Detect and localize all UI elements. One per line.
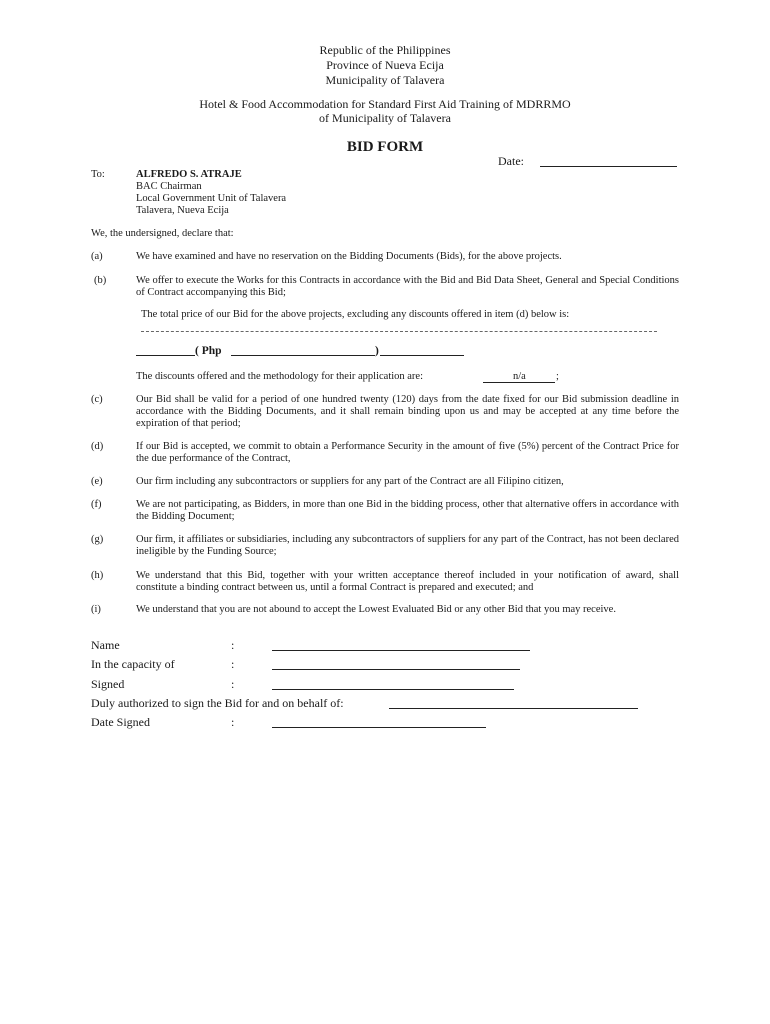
- page-title: BID FORM: [346, 139, 424, 155]
- authorized-field-line[interactable]: [389, 708, 638, 709]
- php-label: ( Php: [195, 345, 222, 357]
- discounts-value: n/a: [513, 371, 526, 382]
- discounts-end: ;: [556, 371, 559, 382]
- name-field-line[interactable]: [272, 650, 530, 651]
- capacity-field-line[interactable]: [272, 669, 520, 670]
- name-label: Name: [91, 638, 120, 652]
- recipient-office: Local Government Unit of Talavera: [136, 193, 287, 204]
- project-title-line1: Hotel & Food Accommodation for Standard First Aid Training of MDRRMO: [199, 97, 571, 111]
- item-c-text: Our Bid shall be valid for a period of one hundred twenty (120) days from the date fixed for our Bid submission deadline in accordance with the Bidding Documents, and it shall remain binding upon us and may be accepted at any time before the expiration of that period;: [136, 394, 679, 429]
- recipient-position: BAC Chairman: [136, 181, 202, 192]
- date-signed-label: Date Signed: [91, 715, 150, 729]
- capacity-label: In the capacity of: [91, 657, 175, 671]
- item-e-text: Our firm including any subcontractors or suppliers for any part of the Contract are all Filipino citizen,: [136, 476, 564, 487]
- item-d-letter: (d): [91, 441, 104, 452]
- to-label: To:: [91, 169, 105, 180]
- signed-label: Signed: [91, 677, 125, 691]
- item-b-text: We offer to execute the Works for this Contracts in accordance with the Bid and Bid Data Sheet, General and Special Conditions of Contract accompanying this Bid;: [136, 275, 679, 298]
- item-f-letter: (f): [91, 499, 102, 510]
- project-title-line2: of Municipality of Talavera: [319, 111, 451, 125]
- item-h-text: We understand that this Bid, together with your written acceptance thereof included in your notification of award, shall constitute a binding contract between us, until a formal Contract is prepared and executed; and: [136, 570, 679, 593]
- item-g-text: Our firm, it affiliates or subsidiaries, including any subcontractors of suppliers for any part of the Contract, has not been declared ineligible by the Funding Source;: [136, 534, 679, 557]
- item-c-letter: (c): [91, 394, 103, 405]
- item-a-text: We have examined and have no reservation on the Bidding Documents (Bids), for the above projects.: [136, 251, 562, 262]
- header-republic: Republic of the Philippines: [319, 43, 451, 57]
- item-i-text: We understand that you are not abound to accept the Lowest Evaluated Bid or any other Bid that you may receive.: [136, 604, 616, 615]
- date-field-line[interactable]: [540, 166, 677, 167]
- php-trailing-line: [380, 355, 464, 356]
- date-signed-field-line[interactable]: [272, 727, 486, 728]
- amount-words-line[interactable]: [136, 355, 195, 356]
- item-i-letter: (i): [91, 604, 101, 615]
- recipient-address: Talavera, Nueva Ecija: [136, 205, 229, 216]
- capacity-colon: :: [231, 657, 235, 671]
- php-close: ): [375, 345, 379, 357]
- date-signed-colon: :: [231, 715, 235, 729]
- name-colon: :: [231, 638, 235, 652]
- item-e-letter: (e): [91, 476, 103, 487]
- date-label: Date:: [498, 154, 524, 168]
- item-b-letter: (b): [94, 275, 107, 286]
- signed-field-line[interactable]: [272, 689, 514, 690]
- php-amount-line[interactable]: [231, 355, 375, 356]
- signed-colon: :: [231, 677, 235, 691]
- item-g-letter: (g): [91, 534, 104, 545]
- recipient-name: ALFREDO S. ATRAJE: [136, 169, 242, 180]
- header-province: Province of Nueva Ecija: [326, 58, 444, 72]
- item-a-letter: (a): [91, 251, 103, 262]
- item-d-text: If our Bid is accepted, we commit to obtain a Performance Security in the amount of five (5%) percent of the Contract Price for the due performance of the Contract,: [136, 441, 679, 464]
- item-f-text: We are not participating, as Bidders, in more than one Bid in the bidding process, other that alternative offers in accordance with the Bidding Document;: [136, 499, 679, 522]
- header-municipality: Municipality of Talavera: [325, 73, 445, 87]
- total-price-words-line[interactable]: [141, 331, 657, 332]
- declaration-intro: We, the undersigned, declare that:: [91, 228, 234, 239]
- authorized-label: Duly authorized to sign the Bid for and on behalf of:: [91, 696, 344, 710]
- total-price-text: The total price of our Bid for the above projects, excluding any discounts offered in item (d) below is:: [141, 309, 570, 320]
- discounts-text: The discounts offered and the methodology for their application are:: [136, 371, 424, 382]
- item-h-letter: (h): [91, 570, 104, 581]
